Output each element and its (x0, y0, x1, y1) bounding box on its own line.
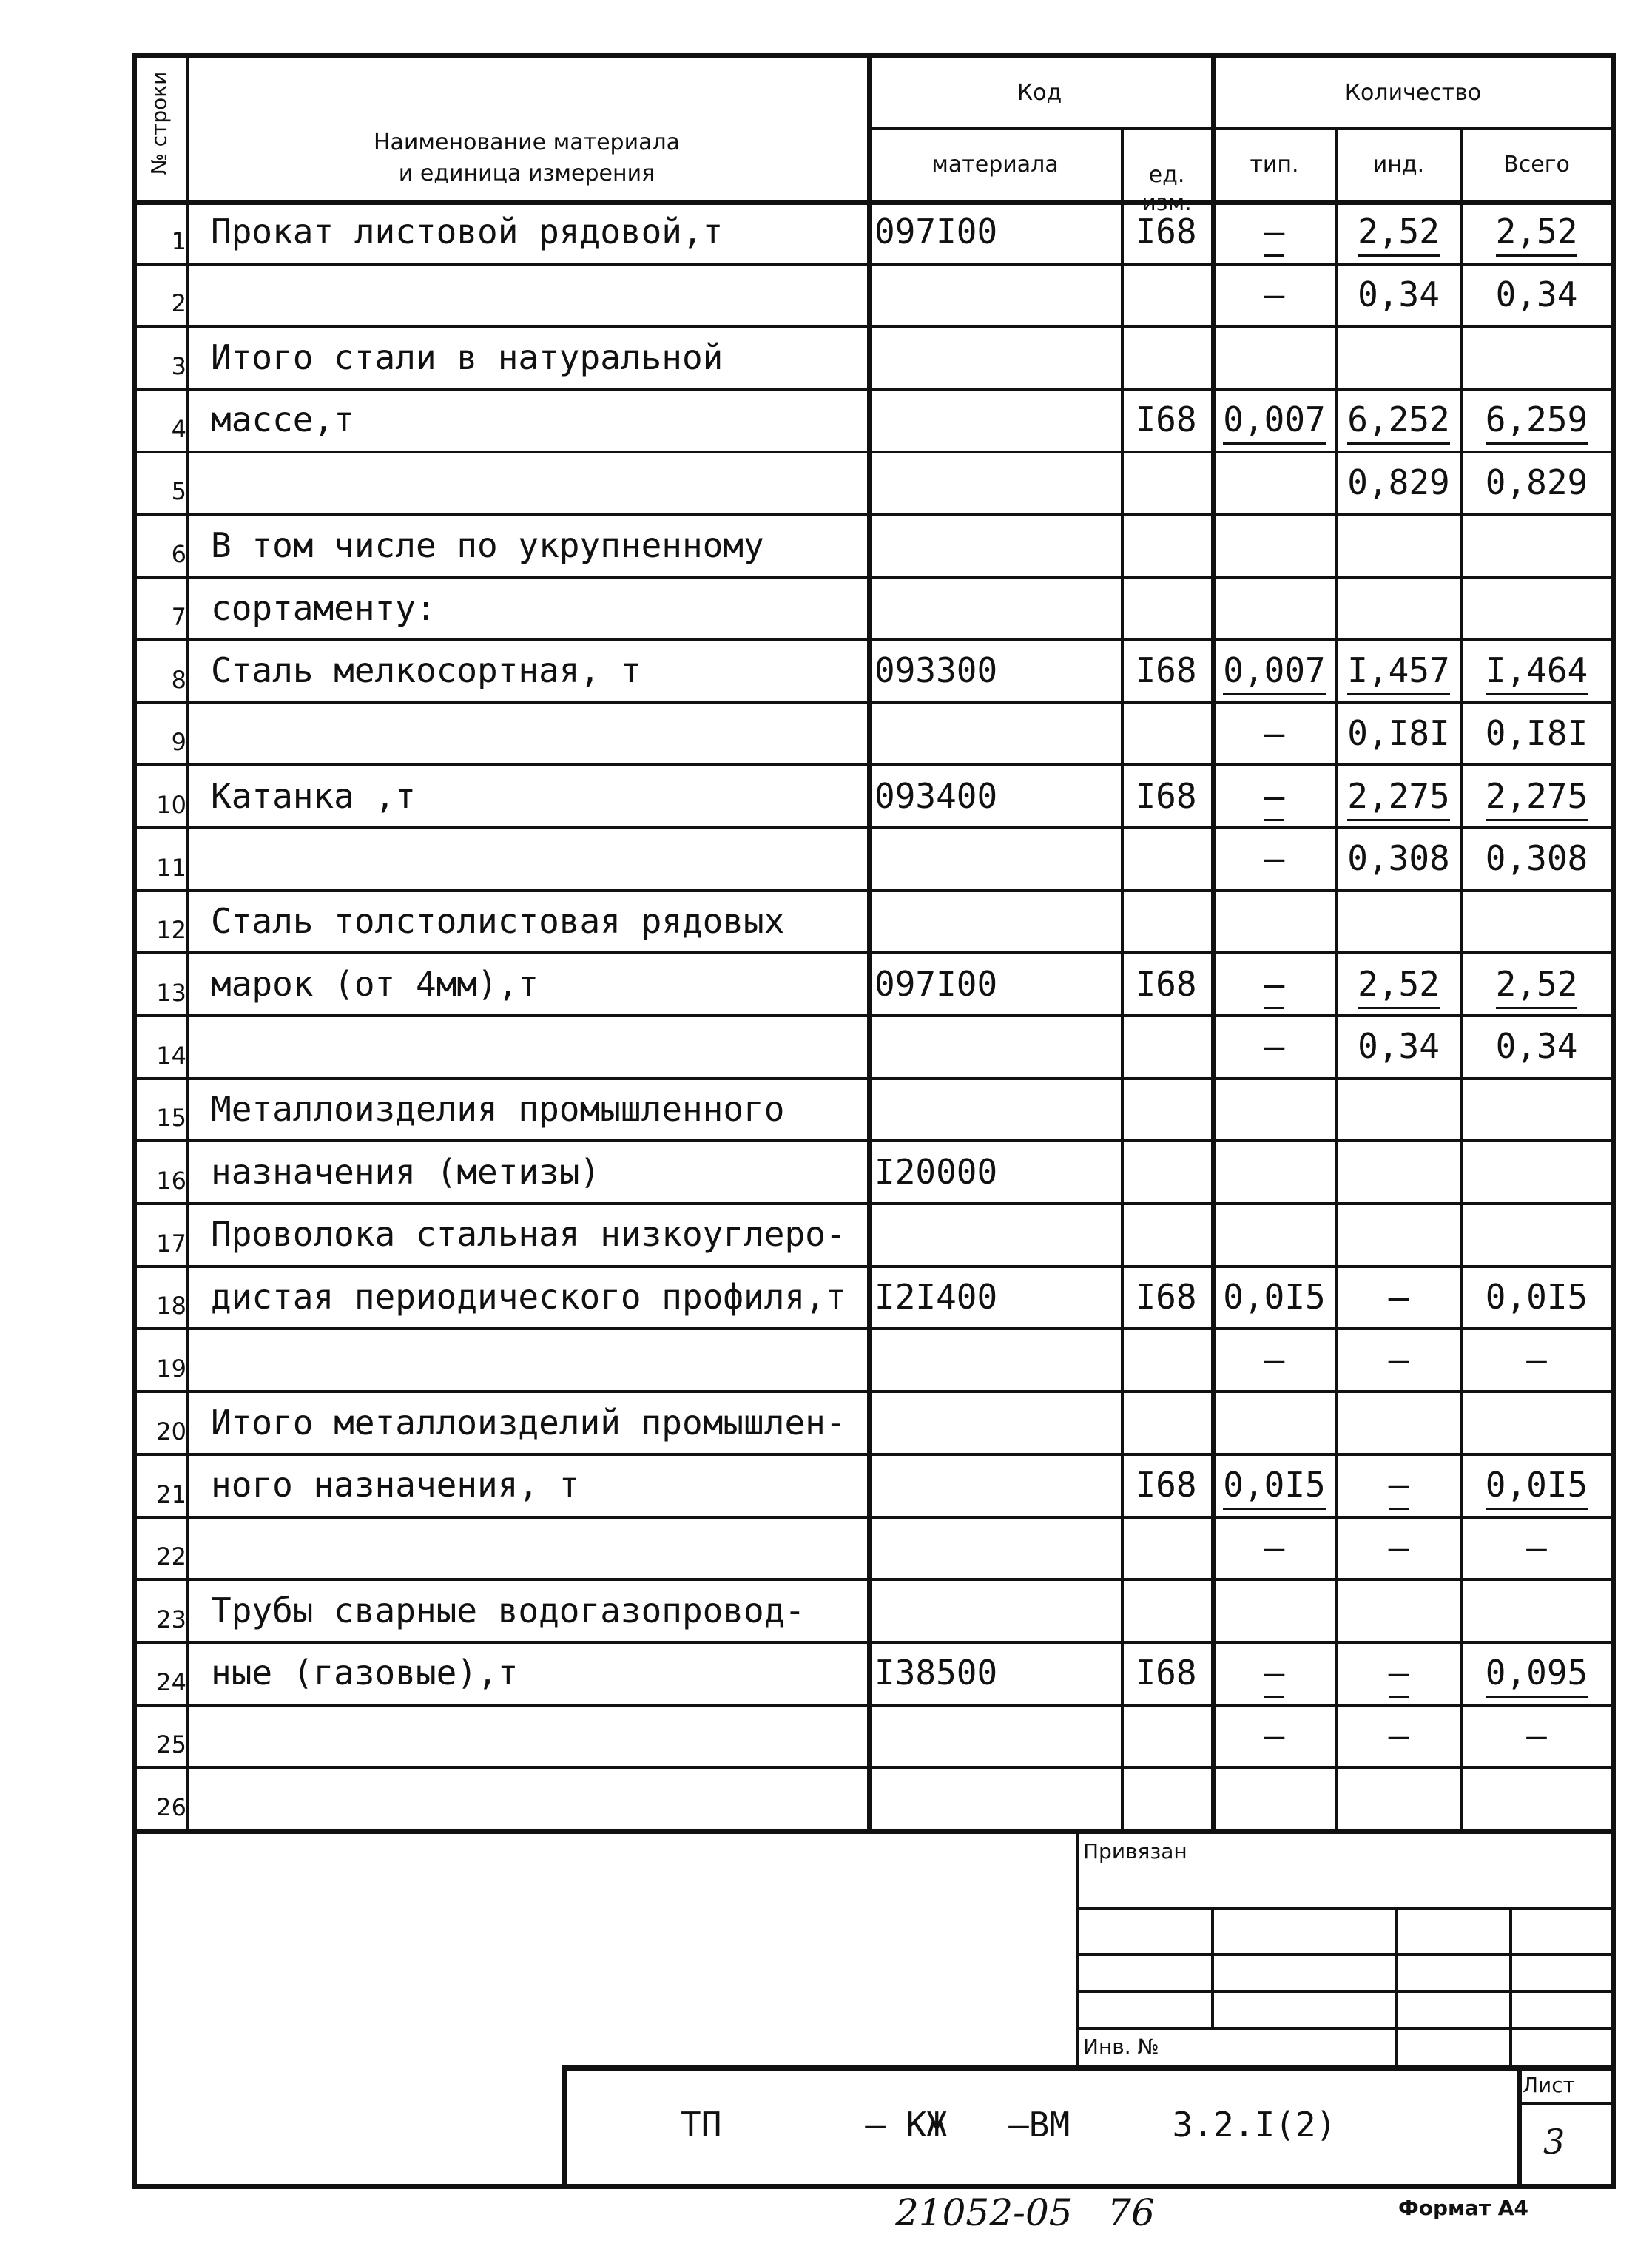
cell-total-text: 0,0I5 (1485, 1277, 1588, 1318)
cell-name (211, 1277, 862, 1318)
cell-name (211, 775, 862, 816)
cell-ind-text: 0,34 (1358, 1026, 1440, 1067)
cell-ind (1338, 1653, 1460, 1693)
row-number: 12 (156, 916, 186, 945)
privyazan-line-2 (1076, 1953, 1614, 1956)
cell-name (211, 1151, 862, 1192)
cell-total (1462, 399, 1611, 440)
row-number: 15 (156, 1104, 186, 1133)
row-divider (132, 889, 1615, 892)
cell-typ (1213, 650, 1335, 691)
format-label: Формат А4 (1398, 2196, 1528, 2220)
sheet-label: Лист (1523, 2073, 1575, 2097)
cell-name-text: Сталь мелкосортная, т (211, 650, 641, 691)
cell-ind-text: 2,275 (1347, 776, 1449, 821)
cell-typ (1213, 838, 1335, 879)
cell-ind-text: 0,829 (1347, 462, 1450, 503)
col-divider-name (867, 53, 872, 1829)
row-number: 13 (156, 979, 186, 1007)
header-name (189, 96, 864, 189)
cell-typ-text: 0,0I5 (1223, 1465, 1325, 1510)
cell-total-text: 0,829 (1485, 462, 1588, 503)
header-bottom-border (132, 200, 1616, 205)
cell-name (211, 1402, 862, 1443)
cell-total (1462, 712, 1611, 753)
cell-name-text: назначения (метизы) (211, 1151, 601, 1192)
cell-code (874, 212, 1119, 252)
cell-total (1462, 838, 1611, 879)
cell-name-text: Итого металлоизделий промышлен- (211, 1402, 846, 1443)
cell-typ (1213, 775, 1335, 816)
cell-name-text: Итого стали в натуральной (211, 337, 724, 377)
header-code-unit-text: ед. изм. (1142, 162, 1192, 216)
cell-ind (1338, 1715, 1460, 1756)
row-number: 25 (156, 1730, 186, 1759)
row-divider (132, 1077, 1615, 1080)
cell-ind (1338, 1026, 1460, 1067)
cell-name (211, 1653, 862, 1693)
handwritten-archive-number: 21052-05 76 (895, 2191, 1155, 2234)
cell-unit (1123, 1277, 1209, 1318)
row-number: 10 (156, 790, 186, 819)
cell-total-text: – (1526, 1527, 1547, 1568)
cell-name-text: Сталь толстолистовая рядовых (211, 900, 785, 941)
privyazan-col-2 (1395, 1907, 1398, 2065)
cell-code-text: I38500 (874, 1653, 998, 1693)
stamp-bottom-border (132, 2184, 1616, 2189)
cell-ind (1338, 963, 1460, 1004)
cell-typ-text: 0,0I5 (1223, 1277, 1326, 1318)
cell-ind-text: 0,I8I (1347, 712, 1450, 753)
row-number: 11 (156, 853, 186, 882)
cell-typ-text: – (1264, 776, 1285, 821)
header-qty-ind-text: инд. (1372, 152, 1425, 178)
cell-typ (1213, 1026, 1335, 1067)
privyazan-label: Привязан (1083, 1839, 1187, 1864)
header-name-text: Наименование материала и единица измерения (373, 129, 681, 186)
row-divider (132, 513, 1615, 516)
cell-total (1462, 1339, 1611, 1380)
cell-total (1462, 1277, 1611, 1318)
cell-name-text: марок (от 4мм),т (211, 963, 539, 1004)
cell-unit-text: I68 (1135, 775, 1197, 816)
cell-code-text: 093400 (874, 775, 998, 816)
header-code-unit (1123, 133, 1210, 217)
cell-total-text: 0,095 (1486, 1653, 1588, 1698)
cell-typ-text: – (1264, 712, 1285, 753)
cell-ind-text: 0,308 (1347, 838, 1450, 879)
cell-unit (1123, 1653, 1209, 1693)
cell-ind-text: – (1389, 1653, 1409, 1698)
title-block-top-border (562, 2065, 1616, 2071)
cell-total (1462, 1465, 1611, 1505)
cell-total (1462, 462, 1611, 503)
row-divider (132, 1014, 1615, 1017)
row-number: 14 (156, 1041, 186, 1070)
cell-total (1462, 1026, 1611, 1067)
row-divider (132, 826, 1615, 829)
cell-name (211, 1465, 862, 1505)
row-divider (132, 1641, 1615, 1644)
table-right-border (1611, 53, 1616, 1829)
row-number: 18 (156, 1292, 186, 1321)
cell-unit-text: I68 (1135, 212, 1197, 252)
row-divider (132, 701, 1615, 704)
header-qty-total (1462, 152, 1611, 178)
cell-total-text: 2,275 (1486, 776, 1588, 821)
cell-code (874, 650, 1119, 691)
row-divider (132, 638, 1615, 641)
cell-name-text: Проволока стальная низкоуглеро- (211, 1214, 846, 1255)
cell-typ-text: – (1264, 1715, 1285, 1756)
cell-typ (1213, 274, 1335, 315)
cell-total-text: 0,I8I (1485, 712, 1588, 753)
cell-code-text: 097I00 (874, 963, 998, 1004)
cell-ind (1338, 399, 1460, 440)
cell-typ-text: – (1264, 964, 1285, 1009)
stamp-top-border (132, 1829, 1616, 1834)
privyazan-col-1 (1211, 1907, 1214, 2027)
cell-ind-text: – (1389, 1465, 1409, 1510)
header-qty-total-text: Всего (1503, 152, 1570, 178)
cell-name (211, 1590, 862, 1630)
cell-ind (1338, 1465, 1460, 1505)
document-code: ТП – КЖ –ВМ 3.2.I(2) (681, 2105, 1337, 2145)
row-divider (132, 1766, 1615, 1769)
cell-total-text: – (1526, 1339, 1547, 1380)
row-number: 22 (156, 1542, 186, 1571)
cell-name-text: ные (газовые),т (211, 1653, 519, 1693)
row-divider (132, 1265, 1615, 1268)
cell-typ-text: – (1264, 212, 1285, 257)
row-divider (132, 1578, 1615, 1581)
cell-ind-text: – (1388, 1339, 1409, 1380)
cell-code-text: I20000 (874, 1151, 998, 1192)
cell-total (1462, 212, 1611, 252)
cell-typ-text: – (1264, 274, 1285, 315)
cell-ind (1338, 712, 1460, 753)
cell-code (874, 963, 1119, 1004)
row-divider (132, 1202, 1615, 1205)
cell-typ (1213, 1465, 1335, 1505)
row-divider (132, 1327, 1615, 1330)
row-number: 5 (171, 477, 186, 506)
cell-typ (1213, 1715, 1335, 1756)
row-number: 17 (156, 1229, 186, 1258)
cell-name (211, 1089, 862, 1130)
row-number: 26 (156, 1793, 186, 1821)
cell-ind-text: 0,34 (1358, 274, 1440, 315)
cell-total-text: 2,52 (1496, 212, 1578, 257)
row-divider (132, 388, 1615, 391)
cell-name-text: Трубы сварные водогазопровод- (211, 1590, 806, 1630)
row-number: 8 (171, 665, 186, 694)
cell-unit-text: I68 (1135, 399, 1197, 440)
sheet-box-divider (1517, 2102, 1616, 2105)
privyazan-col-3 (1509, 1907, 1512, 2065)
cell-unit (1123, 1465, 1209, 1505)
cell-name (211, 650, 862, 691)
row-divider (132, 1390, 1615, 1393)
privyazan-left-border (1076, 1829, 1079, 2065)
cell-typ (1213, 1339, 1335, 1380)
row-number: 7 (171, 602, 186, 631)
cell-ind-text: – (1388, 1277, 1409, 1318)
stamp-right-border (1611, 1829, 1616, 2184)
cell-ind (1338, 212, 1460, 252)
cell-name-text: Прокат листовой рядовой,т (211, 212, 724, 252)
row-number: 23 (156, 1605, 186, 1633)
sheet-box-left-border (1517, 2065, 1522, 2184)
col-divider-rownum (186, 53, 189, 1829)
cell-typ (1213, 399, 1335, 440)
cell-name-text: ного назначения, т (211, 1465, 580, 1505)
cell-ind-text: 2,52 (1358, 212, 1440, 257)
cell-name (211, 587, 862, 628)
cell-ind (1338, 838, 1460, 879)
header-quantity-text: Количество (1344, 80, 1482, 106)
cell-total-text: 0,308 (1485, 838, 1588, 879)
cell-total-text: 2,52 (1496, 964, 1578, 1009)
cell-code-text: 097I00 (874, 212, 998, 252)
cell-total-text: I,464 (1486, 650, 1588, 695)
cell-typ-text: 0,007 (1223, 650, 1325, 695)
row-divider (132, 951, 1615, 954)
cell-total-text: 0,34 (1495, 1026, 1578, 1067)
cell-ind (1338, 650, 1460, 691)
cell-unit-text: I68 (1135, 1465, 1197, 1505)
cell-code (874, 1653, 1119, 1693)
cell-code (874, 1151, 1119, 1192)
cell-total (1462, 1653, 1611, 1693)
cell-ind-text: – (1388, 1527, 1409, 1568)
cell-unit (1123, 650, 1209, 691)
privyazan-line-4 (1076, 2027, 1614, 2030)
cell-total (1462, 274, 1611, 315)
cell-ind-text: 2,52 (1358, 964, 1440, 1009)
cell-typ (1213, 1277, 1335, 1318)
cell-ind-text: 6,252 (1347, 399, 1449, 445)
row-number: 21 (156, 1480, 186, 1508)
cell-name (211, 399, 862, 440)
row-divider (132, 1704, 1615, 1707)
row-divider (132, 1139, 1615, 1142)
cell-total (1462, 1715, 1611, 1756)
cell-typ-text: – (1264, 838, 1285, 879)
cell-unit (1123, 212, 1209, 252)
header-code-material-text: материала (931, 152, 1059, 178)
row-divider (132, 325, 1615, 328)
cell-ind (1338, 775, 1460, 816)
cell-unit (1123, 399, 1209, 440)
row-number: 16 (156, 1167, 186, 1195)
row-number: 4 (171, 414, 186, 443)
cell-typ-text: – (1264, 1026, 1285, 1067)
cell-unit-text: I68 (1135, 1277, 1197, 1318)
cell-name (211, 525, 862, 565)
cell-name-text: В том числе по укрупненному (211, 525, 764, 565)
cell-typ (1213, 1653, 1335, 1693)
cell-unit-text: I68 (1135, 1653, 1197, 1693)
cell-total-text: – (1526, 1715, 1547, 1756)
cell-typ-text: – (1264, 1653, 1285, 1698)
privyazan-line-1 (1076, 1907, 1614, 1910)
cell-name-text: Металлоизделия промышленного (211, 1089, 785, 1130)
cell-ind (1338, 1527, 1460, 1568)
header-quantity (1213, 80, 1613, 106)
cell-typ-text: 0,007 (1223, 399, 1325, 445)
cell-name (211, 963, 862, 1004)
cell-ind (1338, 462, 1460, 503)
header-qty-ind (1338, 152, 1460, 178)
cell-ind (1338, 1339, 1460, 1380)
header-row-number-text: № строки (146, 71, 172, 175)
cell-code (874, 775, 1119, 816)
cell-unit-text: I68 (1135, 963, 1197, 1004)
sheet-number: 3 (1543, 2122, 1565, 2162)
cell-total-text: 6,259 (1486, 399, 1588, 445)
cell-name-text: сортаменту: (211, 587, 436, 628)
row-divider (132, 451, 1615, 453)
header-qty-typ (1213, 152, 1335, 178)
table-top-border (132, 53, 1616, 58)
cell-total (1462, 963, 1611, 1004)
cell-typ (1213, 963, 1335, 1004)
row-divider (132, 576, 1615, 579)
cell-ind (1338, 274, 1460, 315)
row-number: 24 (156, 1667, 186, 1696)
row-number: 3 (171, 352, 186, 381)
cell-total (1462, 775, 1611, 816)
title-block-left-border (562, 2065, 567, 2184)
cell-total-text: 0,0I5 (1486, 1465, 1588, 1510)
cell-ind (1338, 1277, 1460, 1318)
row-number: 19 (156, 1355, 186, 1383)
cell-name-text: Катанка ,т (211, 775, 416, 816)
inv-no-label: Инв. № (1083, 2034, 1159, 2059)
cell-ind-text: – (1388, 1715, 1409, 1756)
cell-name (211, 212, 862, 252)
row-number: 20 (156, 1417, 186, 1446)
header-code-material (870, 152, 1120, 178)
privyazan-line-3 (1076, 1990, 1614, 1993)
cell-code (874, 1277, 1119, 1318)
cell-name (211, 1214, 862, 1255)
row-divider (132, 1516, 1615, 1519)
header-code-text: Код (1017, 80, 1062, 106)
header-code (870, 80, 1209, 106)
cell-name (211, 337, 862, 377)
header-subdivider (867, 127, 1614, 130)
row-number: 9 (171, 728, 186, 757)
cell-ind-text: I,457 (1347, 650, 1449, 695)
stamp-left-border (132, 1829, 137, 2184)
cell-total (1462, 1527, 1611, 1568)
row-divider (132, 763, 1615, 766)
cell-typ-text: – (1264, 1339, 1285, 1380)
row-number: 1 (171, 226, 186, 255)
cell-unit (1123, 963, 1209, 1004)
row-divider (132, 263, 1615, 266)
cell-typ-text: – (1264, 1527, 1285, 1568)
cell-typ (1213, 1527, 1335, 1568)
row-divider (132, 1453, 1615, 1456)
row-number: 6 (171, 540, 186, 569)
row-number: 2 (171, 289, 186, 318)
cell-name (211, 900, 862, 941)
cell-typ (1213, 212, 1335, 252)
cell-code-text: I2I400 (874, 1277, 998, 1318)
cell-unit-text: I68 (1135, 650, 1197, 691)
cell-name-text: массе,т (211, 399, 354, 440)
cell-unit (1123, 775, 1209, 816)
cell-code-text: 093300 (874, 650, 998, 691)
header-row-number (147, 68, 172, 179)
cell-total (1462, 650, 1611, 691)
header-qty-typ-text: тип. (1250, 152, 1299, 178)
cell-total-text: 0,34 (1495, 274, 1578, 315)
cell-name-text: дистая периодического профиля,т (211, 1277, 846, 1318)
cell-typ (1213, 712, 1335, 753)
